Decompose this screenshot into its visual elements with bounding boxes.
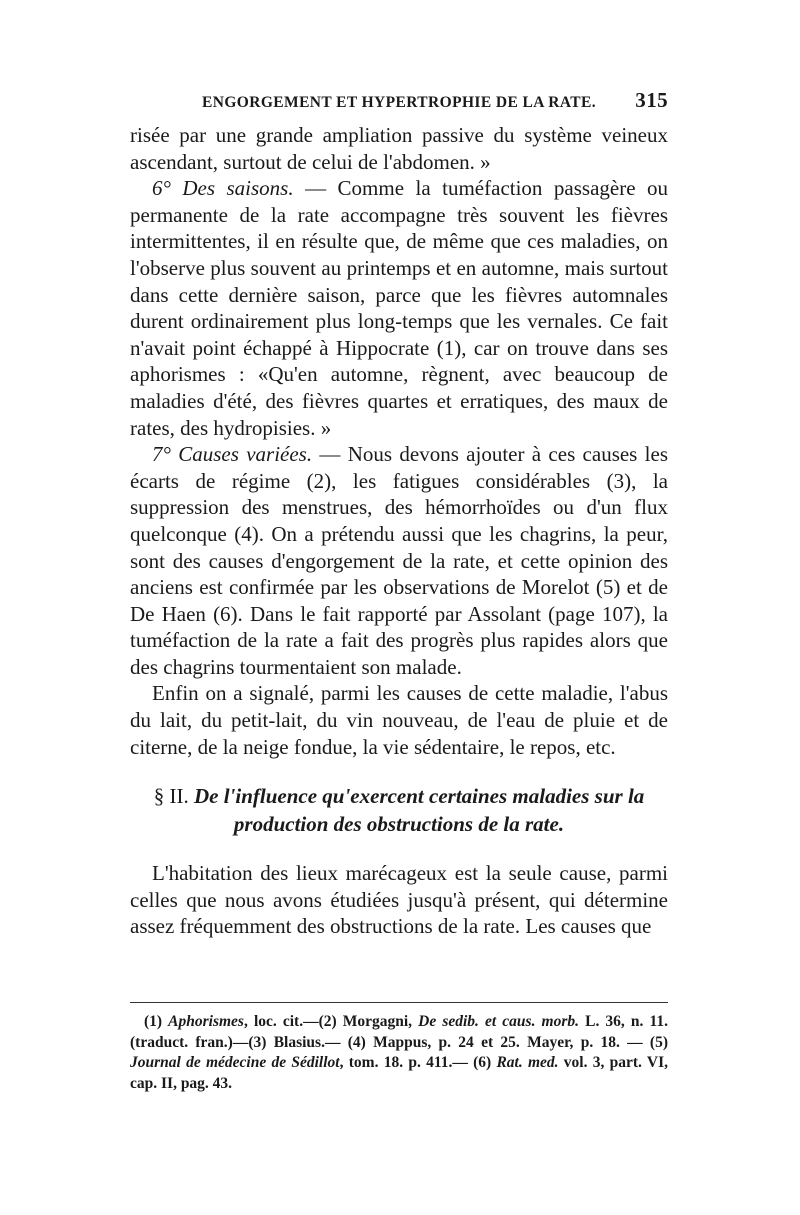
footnote-ref: Aphorismes bbox=[168, 1013, 244, 1030]
section-heading bbox=[130, 782, 668, 838]
paragraph-seasons bbox=[130, 175, 668, 441]
page-number: 315 bbox=[635, 88, 668, 112]
seasons-text: — Comme la tuméfaction passagère ou permanente de la rate accompagne très souvent les fièvres intermittentes, il en résulte que, de même que ces maladies, on l'observe plus souvent au printemps et en automne, mais surtout dans cette dernière saison, parce que les fièvres automnales durent ordinairement plus long-temps que les vernales. Ce fait n'avait point échappé à Hippocrate (1), car on trouve dans ses aphorismes : «Qu'en automne, règnent, avec beaucoup de maladies d'été, des fièvres quartes et erratiques, des maux de rates, des hydropisies. » bbox=[130, 176, 668, 440]
footnote-segment: , loc. cit.—(2) Morgagni, bbox=[243, 1013, 419, 1030]
paragraph-various-causes bbox=[130, 441, 668, 680]
footnote-rule bbox=[130, 1002, 668, 1003]
footnote-ref: De sedib. et caus. morb. bbox=[418, 1013, 580, 1030]
spacer bbox=[130, 838, 668, 860]
various-causes-label: 7° Causes variées. bbox=[152, 442, 313, 467]
seasons-label: 6° Des saisons. bbox=[152, 176, 294, 201]
paragraph-other-causes: Enfin on a signalé, parmi les causes de cette maladie, l'abus du lait, du petit-lait, du vin nouveau, de l'eau de pluie et de citerne, de la neige fondue, la vie sédentaire, le repos, etc. bbox=[130, 681, 668, 759]
body-text bbox=[130, 122, 668, 940]
footnote-ref: Rat. med. bbox=[496, 1054, 559, 1071]
spacer bbox=[130, 760, 668, 782]
section-title: De l'influence qu'exercent certaines maladies sur la production des obstructions de la rate. bbox=[193, 784, 645, 837]
footnote-marker: (1) bbox=[144, 1013, 163, 1030]
section-number: § II. bbox=[153, 784, 189, 809]
footnote-segment: L. 36, n. 11. (traduct. fran.)—(3) Blasius.— (4) Mappus, p. 24 et 25. Mayer, p. 18. — (5) bbox=[130, 1013, 668, 1051]
running-head bbox=[130, 88, 668, 118]
running-head-title: ENGORGEMENT ET HYPERTROPHIE DE LA RATE. bbox=[202, 94, 597, 111]
footnote-segment: vol. 3, part. VI, cap. II, pag. 43. bbox=[130, 1054, 668, 1092]
various-causes-text: — Nous devons ajouter à ces causes les écarts de régime (2), les fatigues considérables (3), la suppression des menstrues, des hémorrhoïdes ou d'un flux quelconque (4). On a prétendu aussi que les chagrins, la peur, sont des causes d'engorgement de la rate, et cette opinion des anciens est confirmée par les observations de Morelot (5) et de De Haen (6). Dans le fait rapporté par Assolant (page 107), la tuméfaction de la rate a fait des progrès plus rapides alors que des chagrins tourmentaient son malade. bbox=[130, 442, 668, 679]
footnote-ref: Journal de médecine de Sédillot bbox=[130, 1054, 340, 1071]
footnotes bbox=[130, 1012, 668, 1094]
paragraph-continuation: risée par une grande ampliation passive du système veineux ascendant, surtout de celui de l'abdomen. » bbox=[130, 123, 668, 174]
footnote-text bbox=[130, 1012, 668, 1094]
footnote-segment: , tom. 18. p. 411.— (6) bbox=[339, 1054, 497, 1071]
paragraph-marsh-habitation: L'habitation des lieux marécageux est la seule cause, parmi celles que nous avons étudiées jusqu'à présent, qui détermine assez fréquemment des obstructions de la rate. Les causes que bbox=[130, 861, 668, 939]
